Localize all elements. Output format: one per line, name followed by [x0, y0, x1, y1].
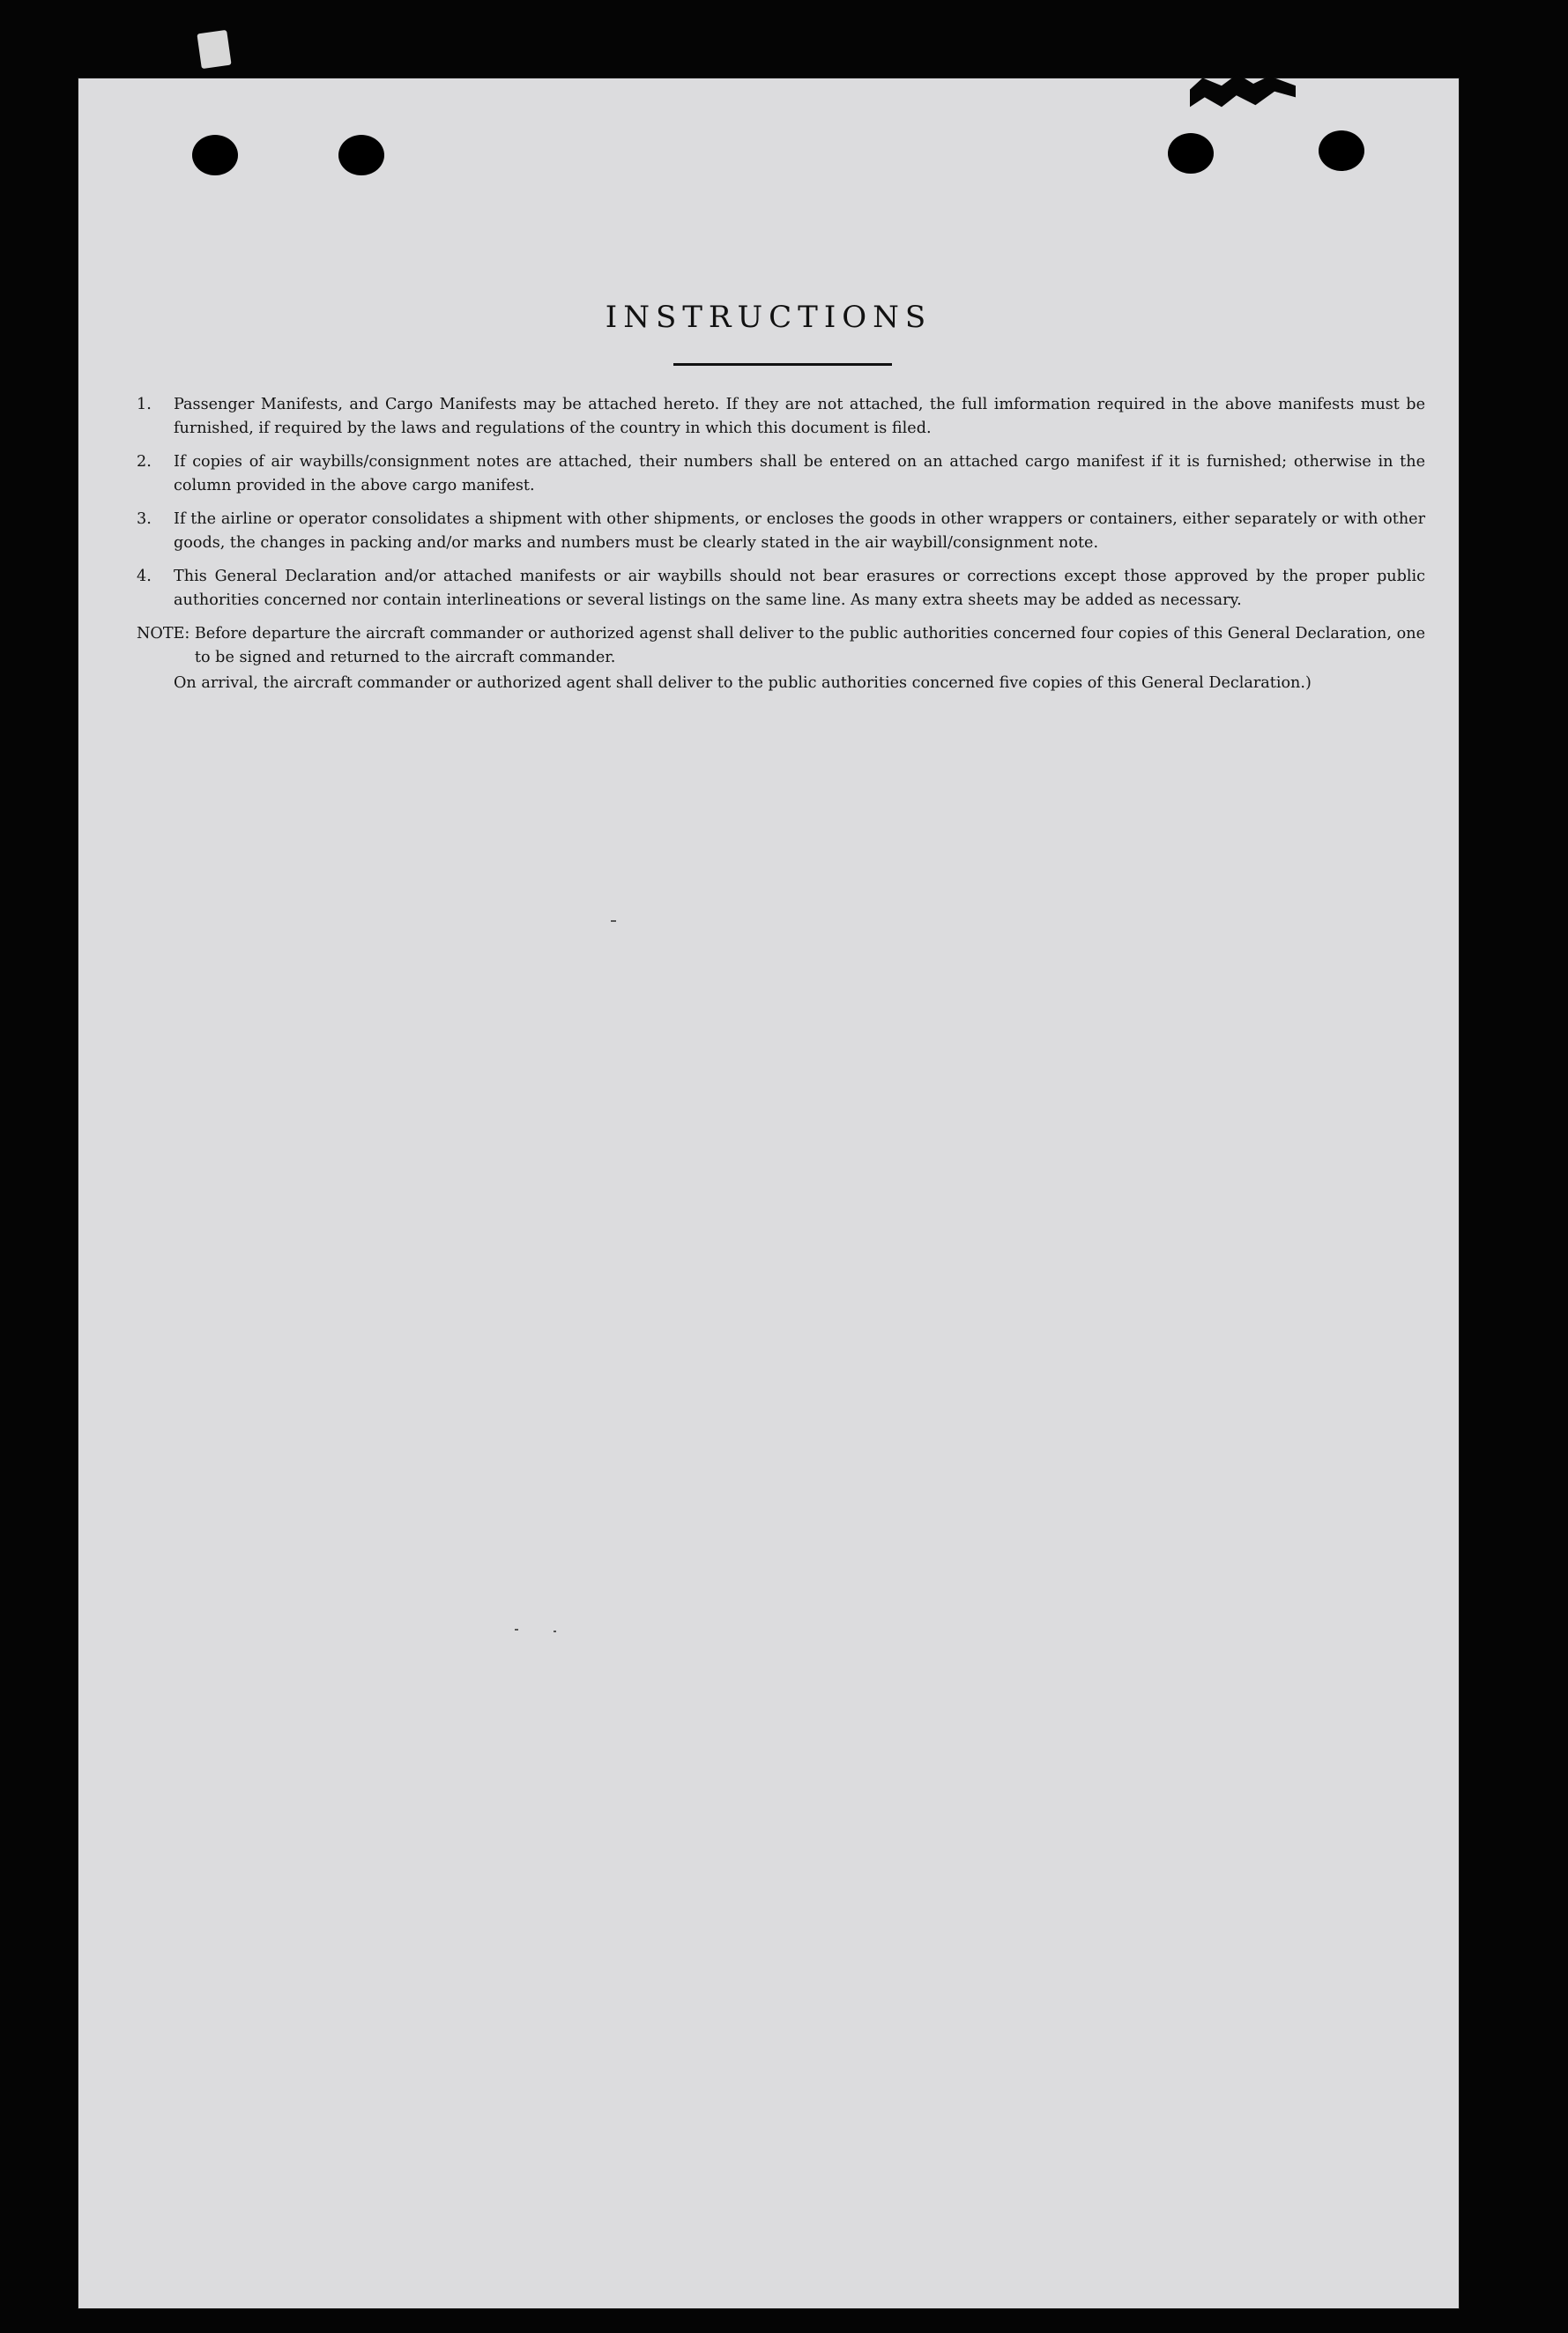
- item-number: 2.: [137, 453, 152, 471]
- instruction-item: [137, 450, 1425, 498]
- note-continuation: On arrival, the aircraft commander or authorized agent shall deliver to the public authorities concerned five copies of this General Declaration.): [174, 674, 1312, 692]
- title-underline: [673, 363, 892, 366]
- item-text: Passenger Manifests, and Cargo Manifests may be attached hereto. If they are not attached, the full imformation required in the above manifests must be furnished, if required by the laws and regulations of the country in which this document is filed.: [174, 396, 1425, 437]
- item-text: If copies of air waybills/consignment notes are attached, their numbers shall be entered on an attached cargo manifest if it is furnished; otherwise in the column provided in the above cargo manifest.: [174, 453, 1425, 494]
- instruction-item: [137, 393, 1425, 441]
- punch-hole: [338, 135, 384, 175]
- paper-tab-scrap: [197, 30, 231, 69]
- paper-speck: [515, 1629, 518, 1631]
- punch-hole: [1319, 130, 1364, 171]
- document-page: [78, 78, 1460, 2309]
- paper-speck: [611, 920, 616, 922]
- instructions-list: [137, 393, 1425, 695]
- item-number: 4.: [137, 568, 152, 585]
- punch-hole: [192, 135, 238, 175]
- punch-hole: [1168, 133, 1214, 174]
- page-title: INSTRUCTIONS: [605, 300, 933, 335]
- instruction-item: [137, 565, 1425, 613]
- item-text: This General Declaration and/or attached manifests or air waybills should not bear erasures or corrections except those approved by the proper public authorities concerned nor contain interlineations or several listings on the same line. As many extra sheets may be added as necessary.: [174, 568, 1425, 609]
- instruction-item: [137, 508, 1425, 555]
- note-label: NOTE:: [137, 625, 195, 643]
- item-number: 3.: [137, 510, 152, 528]
- note-text: Before departure the aircraft commander or authorized agenst shall deliver to the public authorities concerned four copies of this General Declaration, one to be signed and returned to the aircraft commander.: [194, 625, 1425, 666]
- item-text: If the airline or operator consolidates a shipment with other shipments, or encloses the goods in other wrappers or containers, either separately or with other goods, the changes in packing and/or marks and numbers must be clearly stated in the air waybill/consignment note.: [174, 510, 1425, 552]
- paper-speck: [554, 1631, 556, 1632]
- note-block: [137, 622, 1425, 670]
- item-number: 1.: [137, 396, 152, 413]
